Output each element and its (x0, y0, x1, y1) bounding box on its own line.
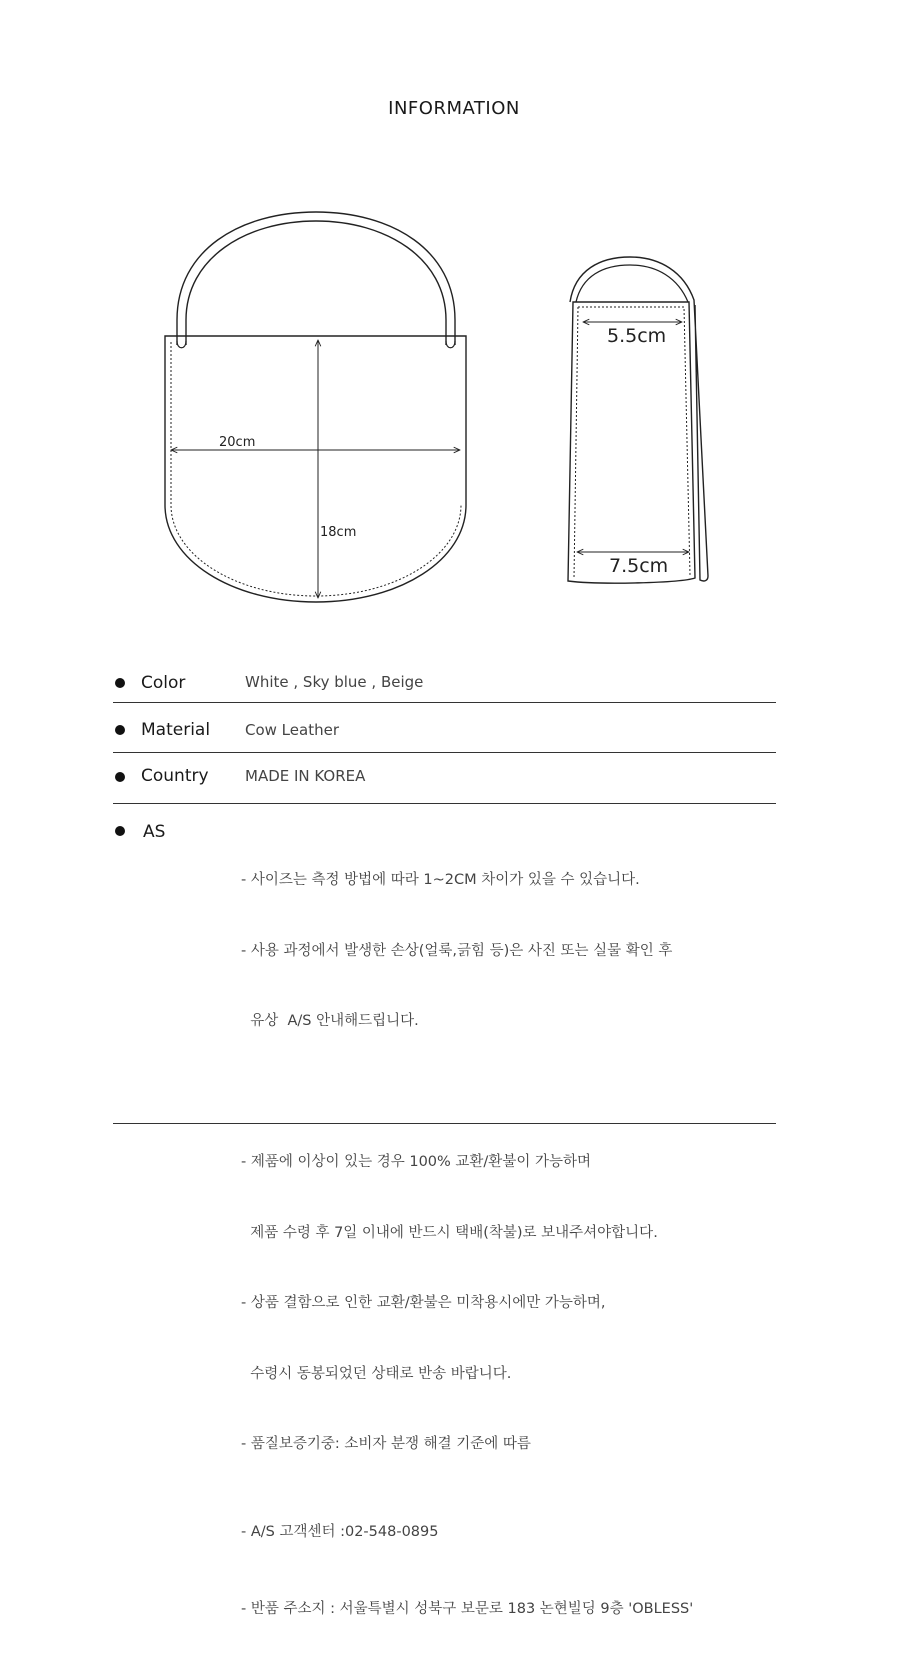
spec-label: Color (141, 673, 186, 693)
side-handle-inner (576, 265, 688, 302)
front-width-label: 20cm (219, 435, 256, 450)
spec-row-color (113, 664, 776, 703)
as-line: - 반품 주소지 : 서울특별시 성북구 보문로 183 논현빌딩 9층 'OBLESS' (241, 1601, 694, 1617)
bag-size-diagram (0, 0, 900, 640)
as-line: 유상 A/S 안내해드립니다. (241, 1013, 419, 1029)
side-view (568, 257, 708, 583)
front-view (165, 212, 466, 602)
spec-value: White , Sky blue , Beige (245, 673, 424, 691)
as-notes (241, 822, 693, 1669)
front-height-label: 18cm (320, 525, 357, 540)
as-label: AS (143, 822, 166, 842)
bullet (115, 826, 125, 836)
spec-value: MADE IN KOREA (245, 767, 366, 785)
bullet (115, 725, 125, 735)
front-stitch (171, 342, 461, 596)
as-line: - 제품에 이상이 있는 경우 100% 교환/환불이 가능하며 (241, 1154, 591, 1170)
bullet (115, 772, 125, 782)
side-bottom-width-label: 7.5cm (609, 555, 669, 577)
front-body (165, 336, 466, 602)
spec-value: Cow Leather (245, 721, 339, 739)
side-stitch (574, 307, 690, 578)
as-line: - 사이즈는 측정 방법에 따라 1~2CM 차이가 있을 수 있습니다. (241, 872, 640, 888)
page-title: INFORMATION (388, 98, 520, 119)
side-handle-outer (570, 257, 708, 581)
spec-label: Country (141, 766, 209, 786)
as-line: 제품 수령 후 7일 이내에 반드시 택배(착불)로 보내주셔야합니다. (241, 1224, 658, 1241)
as-line: - 상품 결함으로 인한 교환/환불은 미착용시에만 가능하며, (241, 1295, 606, 1311)
front-handle-inner (186, 221, 446, 345)
as-line: - A/S 고객센터 :02-548-0895 (241, 1523, 439, 1540)
spec-row-material (113, 703, 776, 753)
as-line: 수령시 동봉되었던 상태로 반송 바랍니다. (241, 1365, 512, 1382)
spec-row-as (113, 804, 776, 1617)
as-line: - 품질보증기중: 소비자 분쟁 해결 기준에 따름 (241, 1436, 531, 1452)
side-top-width-label: 5.5cm (607, 325, 667, 347)
bullet (115, 678, 125, 688)
spec-label: Material (141, 720, 211, 740)
spec-row-country (113, 753, 776, 804)
front-handle-outer (177, 212, 455, 345)
as-line (241, 1081, 693, 1105)
as-line: - 사용 과정에서 발생한 손상(얼룩,긁힘 등)은 사진 또는 실물 확인 후 (241, 942, 673, 959)
